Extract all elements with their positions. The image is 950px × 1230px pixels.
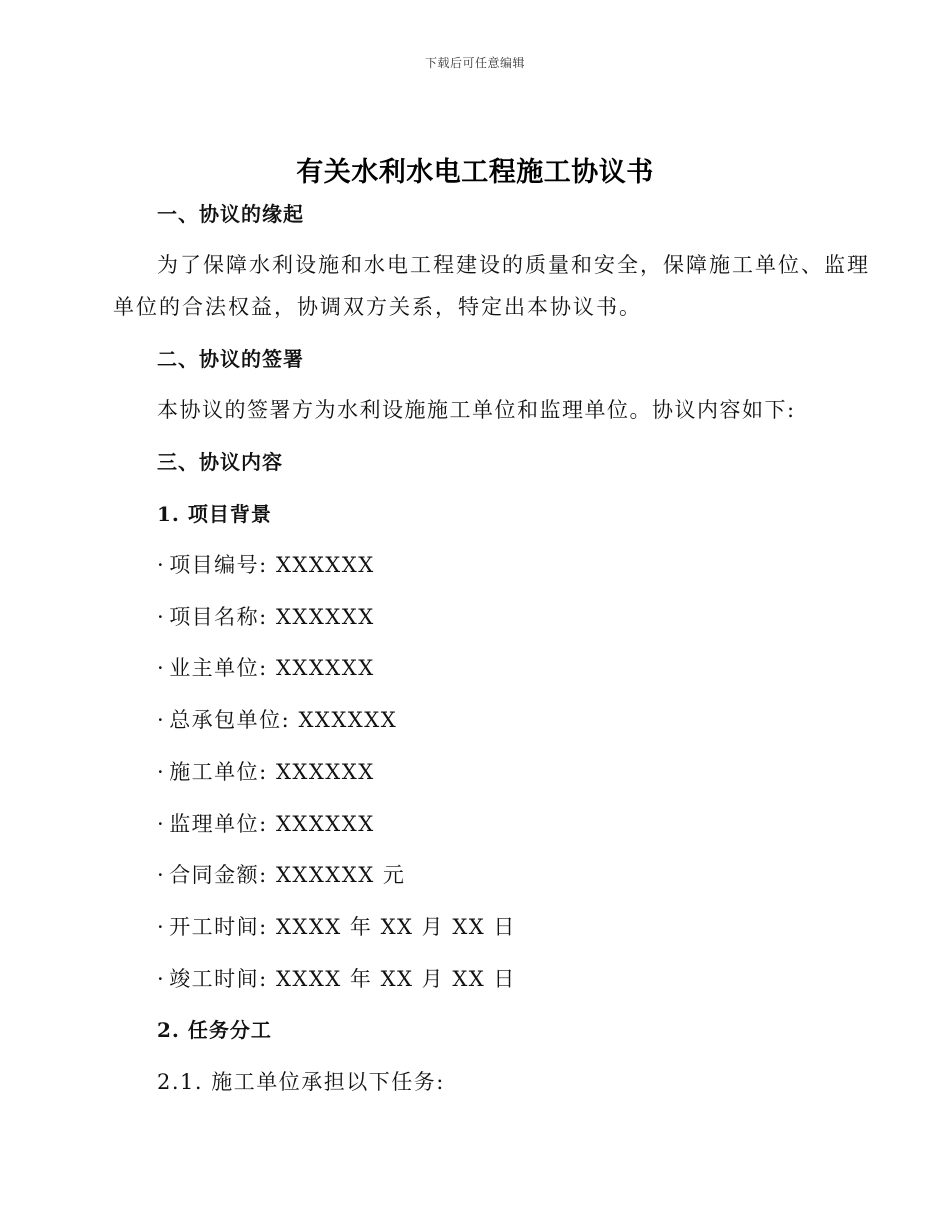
list-item-text: 项目编号: XXXXXX bbox=[169, 553, 375, 577]
list-item-text: 业主单位: XXXXXX bbox=[169, 656, 375, 680]
list-item-text: 竣工时间: XXXX 年 XX 月 XX 日 bbox=[169, 967, 516, 991]
document-title: 有关水利水电工程施工协议书 bbox=[296, 157, 654, 188]
list-item bbox=[157, 808, 375, 838]
list-item-text: 合同金额: XXXXXX 元 bbox=[169, 863, 406, 887]
list-item bbox=[157, 756, 375, 786]
page-header-text: 下载后可任意编辑 bbox=[424, 56, 525, 70]
list-item-text: 施工单位: XXXXXX bbox=[169, 760, 375, 784]
bullet-dot: · bbox=[157, 553, 166, 577]
list-item-text: 总承包单位: XXXXXX bbox=[169, 708, 398, 732]
subsection-heading-tasks: 2. 任务分工 bbox=[157, 1018, 272, 1042]
list-item bbox=[157, 963, 516, 993]
bullet-dot: · bbox=[157, 967, 166, 991]
bullet-dot: · bbox=[157, 708, 166, 732]
paragraph-origin-line-1: 为了保障水利设施和水电工程建设的质量和安全，保障施工单位、监理 bbox=[157, 253, 870, 277]
subsection-heading-background: 1. 项目背景 bbox=[157, 502, 272, 526]
list-item bbox=[157, 911, 516, 941]
list-item bbox=[157, 859, 405, 889]
list-item bbox=[157, 601, 375, 631]
task-item: 2.1. 施工单位承担以下任务: bbox=[157, 1070, 445, 1094]
list-item bbox=[157, 704, 397, 734]
list-item-text: 开工时间: XXXX 年 XX 月 XX 日 bbox=[169, 915, 516, 939]
list-item-text: 监理单位: XXXXXX bbox=[169, 812, 375, 836]
bullet-dot: · bbox=[157, 812, 166, 836]
bullet-dot: · bbox=[157, 760, 166, 784]
bullet-dot: · bbox=[157, 605, 166, 629]
list-item-text: 项目名称: XXXXXX bbox=[169, 605, 375, 629]
list-item bbox=[157, 549, 375, 579]
section-heading-signing: 二、协议的签署 bbox=[157, 347, 304, 371]
bullet-dot: · bbox=[157, 915, 166, 939]
paragraph-signing: 本协议的签署方为水利设施施工单位和监理单位。协议内容如下: bbox=[157, 398, 796, 422]
paragraph-origin-line-2: 单位的合法权益，协调双方关系，特定出本协议书。 bbox=[113, 295, 642, 319]
list-item bbox=[157, 652, 375, 682]
section-heading-origin: 一、协议的缘起 bbox=[157, 202, 304, 226]
bullet-dot: · bbox=[157, 656, 166, 680]
bullet-dot: · bbox=[157, 863, 166, 887]
section-heading-content: 三、协议内容 bbox=[157, 450, 283, 474]
